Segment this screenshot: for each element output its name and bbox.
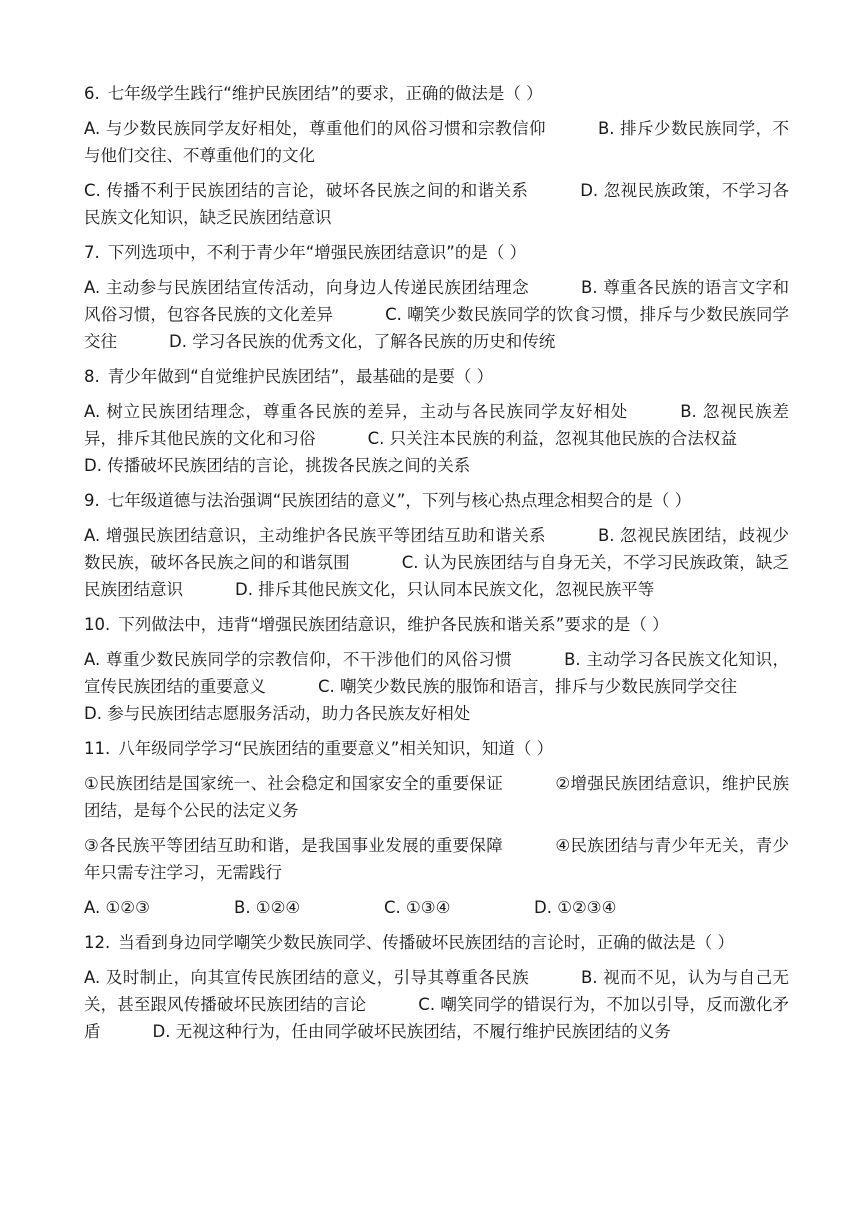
question-11-options: [84, 894, 789, 921]
option-a: A. 及时制止，向其宣传民族团结的意义，引导其尊重各民族: [84, 968, 530, 987]
question-text: 当看到身边同学嘲笑少数民族同学、传播破坏民族团结的言论时，正确的做法是（ ）: [118, 933, 734, 952]
question-12-stem: [84, 929, 789, 956]
statement-1: ①民族团结是国家统一、社会稳定和国家安全的重要保证: [84, 774, 504, 793]
question-7-stem: [84, 239, 789, 266]
question-11-stem: [84, 735, 789, 762]
question-11-statements-34: [84, 832, 789, 886]
question-text: 下列做法中，违背“增强民族团结意识，维护各民族和谐关系”要求的是（ ）: [118, 615, 669, 634]
option-a: A. ①②③: [84, 898, 150, 917]
option-d: D. 学习各民族的优秀文化，了解各民族的历史和传统: [169, 332, 556, 351]
option-c: C. 认为民族团结与自身无关，不学习民族政策，缺乏民族团结意识: [84, 553, 790, 599]
option-a: A. 增强民族团结意识，主动维护各民族平等团结互助和谐关系: [84, 526, 546, 545]
option-d: D. 参与民族团结志愿服务活动，助力各民族友好相处: [84, 704, 471, 723]
statement-4: ④民族团结与青少年无关，青少年只需专注学习，无需践行: [84, 836, 790, 882]
option-c: C. ①③④: [384, 898, 451, 917]
question-text: 八年级同学学习“民族团结的重要意义”相关知识，知道（ ）: [118, 739, 554, 758]
question-text: 七年级道德与法治强调“民族团结的意义”，下列与核心热点理念相契合的是（ ）: [107, 491, 692, 510]
question-7-options: [84, 274, 789, 355]
question-number: 6.: [84, 84, 100, 103]
question-9-stem: [84, 487, 789, 514]
statement-2: ②增强民族团结意识，维护民族团结，是每个公民的法定义务: [84, 774, 790, 820]
option-c: C. 嘲笑少数民族的服饰和语言，排斥与少数民族同学交往: [317, 677, 738, 696]
option-c: C. 嘲笑少数民族同学的饮食习惯，排斥与少数民族同学交往: [84, 305, 790, 351]
question-12-options: [84, 964, 789, 1045]
option-c: C. 嘲笑同学的错误行为，不加以引导，反而激化矛盾: [84, 995, 790, 1041]
question-text: 七年级学生践行“维护民族团结”的要求，正确的做法是（ ）: [107, 84, 543, 103]
question-8-stem: [84, 363, 789, 390]
question-8-options: [84, 398, 789, 479]
option-a: A. 与少数民族同学友好相处，尊重他们的风俗习惯和宗教信仰: [84, 119, 546, 138]
option-b: B. 尊重各民族的语言文字和风俗习惯，包容各民族的文化差异: [84, 278, 789, 324]
question-number: 8.: [84, 367, 100, 386]
option-b: B. 排斥少数民族同学，不与他们交往、不尊重他们的文化: [84, 119, 789, 165]
question-9-options: [84, 522, 789, 603]
question-11-statements-12: [84, 770, 789, 824]
option-a: A. 尊重少数民族同学的宗教信仰，不干涉他们的风俗习惯: [84, 650, 513, 669]
option-b: B. ①②④: [234, 898, 301, 917]
option-c: C. 只关注本民族的利益，忽视其他民族的合法权益: [367, 429, 737, 448]
question-number: 7.: [84, 243, 100, 262]
option-b: B. 主动学习各民族文化知识，宣传民族团结的重要意义: [84, 650, 789, 696]
question-6-stem: [84, 80, 789, 107]
option-a: A. 主动参与民族团结宣传活动，向身边人传递民族团结理念: [84, 278, 530, 297]
option-d: D. 忽视民族政策，不学习各民族文化知识，缺乏民族团结意识: [84, 181, 789, 227]
option-d: D. 传播破坏民族团结的言论，挑拨各民族之间的关系: [84, 456, 471, 475]
question-number: 9.: [84, 491, 100, 510]
option-a: A. 树立民族团结理念，尊重各民族的差异，主动与各民族同学友好相处: [84, 402, 629, 421]
option-d: D. ①②③④: [534, 898, 617, 917]
question-text: 青少年做到“自觉维护民族团结”，最基础的是要（ ）: [107, 367, 494, 386]
option-b: B. 忽视民族团结，歧视少数民族，破坏各民族之间的和谐氛围: [84, 526, 789, 572]
question-10-stem: [84, 611, 789, 638]
question-number: 12.: [84, 933, 111, 952]
question-6-options-cd: [84, 177, 789, 231]
option-b: B. 忽视民族差异，排斥其他民族的文化和习俗: [84, 402, 789, 448]
question-10-options: [84, 646, 789, 727]
option-c: C. 传播不利于民族团结的言论，破坏各民族之间的和谐关系: [84, 181, 529, 200]
option-b: B. 视而不见，认为与自己无关，甚至跟风传播破坏民族团结的言论: [84, 968, 789, 1014]
question-number: 11.: [84, 739, 111, 758]
question-text: 下列选项中，不利于青少年“增强民族团结意识”的是（ ）: [107, 243, 527, 262]
question-number: 10.: [84, 615, 111, 634]
document-page: [84, 80, 789, 1053]
statement-3: ③各民族平等团结互助和谐，是我国事业发展的重要保障: [84, 836, 504, 855]
question-6-options-ab: [84, 115, 789, 169]
option-d: D. 排斥其他民族文化，只认同本民族文化，忽视民族平等: [235, 580, 655, 599]
option-d: D. 无视这种行为，任由同学破坏民族团结，不履行维护民族团结的义务: [152, 1022, 671, 1041]
